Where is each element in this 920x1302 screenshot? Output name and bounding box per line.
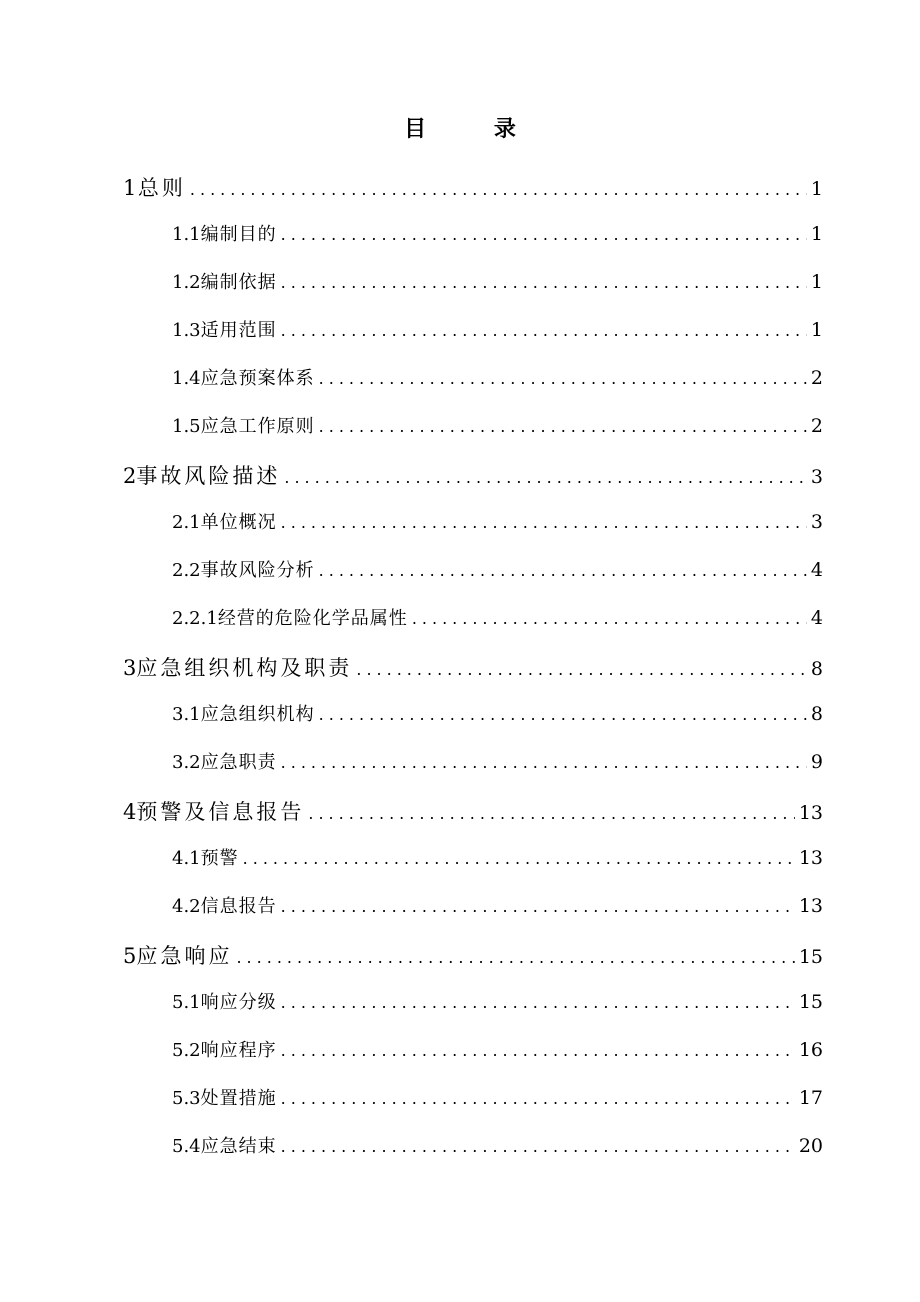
toc-entry-page: 15: [798, 991, 823, 1013]
toc-entry-page: 1: [810, 271, 823, 293]
toc-entry-label: 单位概况: [200, 512, 277, 533]
toc-entry-label: 响应分级: [200, 992, 277, 1013]
toc-entry-number: 1.5: [172, 416, 201, 437]
toc-entry-label: 编制目的: [200, 224, 277, 245]
toc-entry-label: 应急响应: [136, 944, 233, 968]
toc-entry-label: 应急工作原则: [200, 416, 315, 437]
toc-entry-label: 应急组织机构及职责: [136, 656, 353, 680]
toc-entry[interactable]: [123, 460, 823, 490]
toc-entry-page: 1: [810, 178, 823, 200]
toc-entry-number: 2.2.1: [172, 608, 218, 629]
toc-entry-number: 5.3: [172, 1088, 201, 1109]
toc-entry-page: 13: [798, 895, 823, 917]
toc-entry-number: 1.1: [172, 224, 201, 245]
toc-leader-dots: [281, 1137, 795, 1156]
toc-entry-label: 预警及信息报告: [136, 800, 305, 824]
toc-entry-page: 20: [798, 1135, 823, 1157]
toc-entry[interactable]: [123, 172, 823, 202]
toc-entry-label: 适用范围: [200, 320, 277, 341]
toc-entry-page: 1: [810, 319, 823, 341]
toc-leader-dots: [281, 225, 807, 244]
toc-entry-number: 4.1: [172, 848, 201, 869]
toc-entry[interactable]: [172, 268, 823, 294]
toc-entry-label: 响应程序: [200, 1040, 277, 1061]
toc-entry-page: 4: [810, 559, 823, 581]
toc-entry[interactable]: [172, 364, 823, 390]
toc-entry-label: 处置措施: [200, 1088, 277, 1109]
toc-entry-label: 预警: [200, 848, 239, 869]
toc-entry[interactable]: [172, 1084, 823, 1110]
toc-entry[interactable]: [172, 1132, 823, 1158]
toc-entry-page: 13: [798, 802, 823, 824]
toc-entry-label: 编制依据: [200, 272, 277, 293]
toc-entry-label: 应急结束: [200, 1136, 277, 1157]
toc-entry[interactable]: [123, 940, 823, 970]
toc-leader-dots: [236, 948, 794, 967]
toc-entry-page: 2: [810, 415, 823, 437]
toc-leader-dots: [243, 849, 795, 868]
toc-leader-dots: [281, 273, 807, 292]
toc-entry-page: 8: [810, 703, 823, 725]
toc-entry[interactable]: [172, 604, 823, 630]
toc-entry[interactable]: [172, 556, 823, 582]
toc-entry-page: 3: [810, 466, 823, 488]
toc-leader-dots: [281, 321, 807, 340]
toc-entry[interactable]: [172, 988, 823, 1014]
toc-entry[interactable]: [172, 748, 823, 774]
toc-entry-page: 2: [810, 367, 823, 389]
toc-entry-page: 8: [810, 658, 823, 680]
toc-entry-page: 3: [810, 511, 823, 533]
toc-entry-number: 4: [123, 800, 137, 824]
toc-entry-page: 9: [810, 751, 823, 773]
toc-entry[interactable]: [172, 220, 823, 246]
toc-entry[interactable]: [172, 412, 823, 438]
toc-entry[interactable]: [172, 892, 823, 918]
toc-leader-dots: [190, 180, 807, 199]
toc-leader-dots: [281, 1041, 795, 1060]
toc-entry-number: 3: [123, 656, 137, 680]
toc-entry-page: 17: [798, 1087, 823, 1109]
toc-entry[interactable]: [172, 316, 823, 342]
toc-entry-number: 5.2: [172, 1040, 201, 1061]
toc-entry-page: 15: [798, 946, 823, 968]
toc-leader-dots: [284, 468, 807, 487]
toc-entry-number: 1.4: [172, 368, 201, 389]
toc-entry-number: 5.1: [172, 992, 201, 1013]
toc-entry[interactable]: [172, 1036, 823, 1062]
toc-entry-label: 事故风险分析: [200, 560, 315, 581]
toc-leader-dots: [319, 417, 807, 436]
toc-entry-number: 2: [123, 464, 137, 488]
toc-entry-label: 经营的危险化学品属性: [217, 608, 408, 629]
toc-leader-dots: [319, 369, 807, 388]
toc-entry-number: 5.4: [172, 1136, 201, 1157]
toc-entry[interactable]: [172, 508, 823, 534]
toc-entry-number: 4.2: [172, 896, 201, 917]
toc-entry-label: 应急预案体系: [200, 368, 315, 389]
toc-entry-page: 16: [798, 1039, 823, 1061]
toc-entry[interactable]: [172, 844, 823, 870]
toc-entry-label: 应急组织机构: [200, 704, 315, 725]
toc-leader-dots: [281, 993, 795, 1012]
toc-entry-label: 应急职责: [200, 752, 277, 773]
toc-entry-page: 1: [810, 223, 823, 245]
toc-leader-dots: [412, 609, 807, 628]
toc-entry-number: 1.2: [172, 272, 201, 293]
toc-entry-number: 1.3: [172, 320, 201, 341]
toc-entry[interactable]: [123, 796, 823, 826]
toc-entry-number: 5: [123, 944, 137, 968]
toc-entry-page: 4: [810, 607, 823, 629]
toc-leader-dots: [356, 660, 807, 679]
toc-entry-number: 3.2: [172, 752, 201, 773]
toc-leader-dots: [281, 897, 795, 916]
toc-leader-dots: [281, 513, 807, 532]
toc-entry-number: 3.1: [172, 704, 201, 725]
toc-entry-label: 信息报告: [200, 896, 277, 917]
toc-entry[interactable]: [172, 700, 823, 726]
toc-leader-dots: [319, 705, 807, 724]
toc-leader-dots: [308, 804, 794, 823]
toc-entry-number: 2.2: [172, 560, 201, 581]
toc-entry-label: 总则: [137, 176, 186, 200]
toc-title: 目 录: [404, 116, 546, 142]
toc-entry-number: 1: [123, 176, 137, 200]
toc-leader-dots: [281, 753, 807, 772]
toc-entry-page: 13: [798, 847, 823, 869]
toc-entry-label: 事故风险描述: [136, 464, 281, 488]
toc-leader-dots: [281, 1089, 795, 1108]
toc-leader-dots: [319, 561, 807, 580]
toc-entry-number: 2.1: [172, 512, 201, 533]
toc-entry[interactable]: [123, 652, 823, 682]
